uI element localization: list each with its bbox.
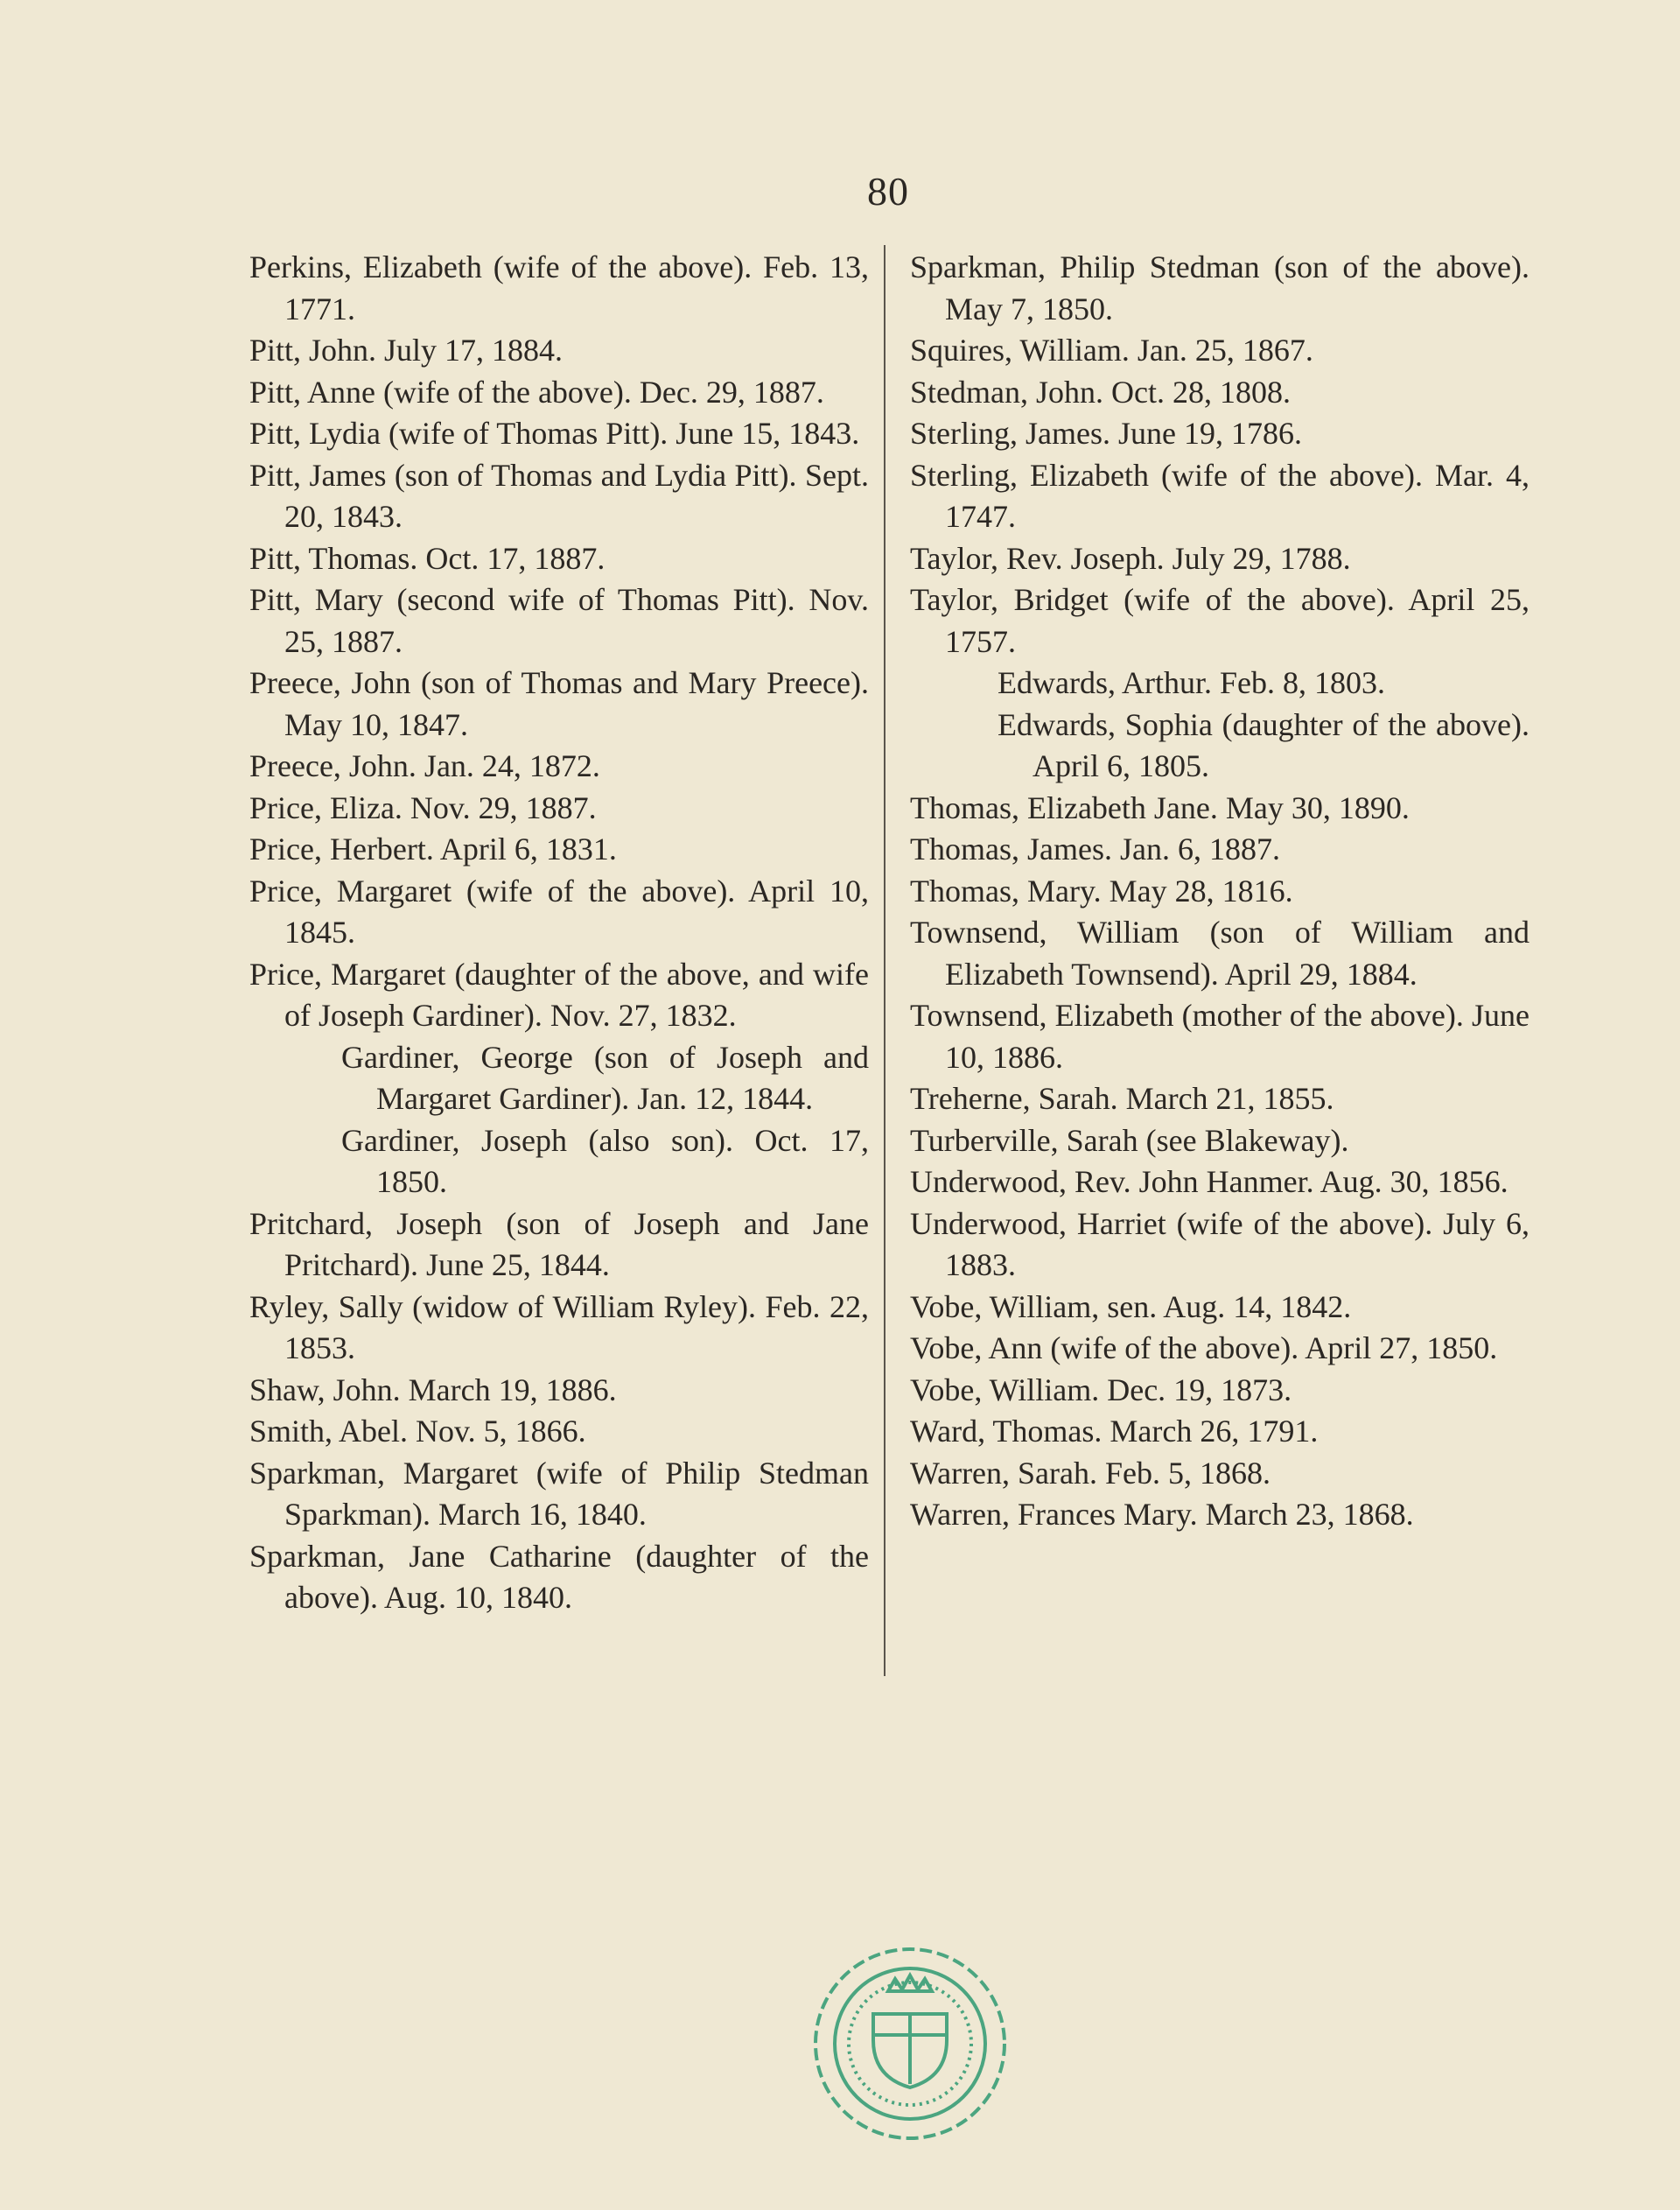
entry: Sparkman, Jane Catharine (daughter of the above). Aug. 10, 1840. bbox=[249, 1538, 869, 1615]
entry: Pitt, John. July 17, 1884. bbox=[249, 333, 564, 368]
entry: Pitt, James (son of Thomas and Lydia Pitt). Sept. 20, 1843. bbox=[249, 457, 869, 534]
entry: Vobe, William. Dec. 19, 1873. bbox=[910, 1372, 1292, 1407]
entry: Price, Margaret (daughter of the above, and wife of Joseph Gardiner). Nov. 27, 1832. bbox=[249, 956, 869, 1033]
entry: Smith, Abel. Nov. 5, 1866. bbox=[249, 1414, 586, 1449]
entry: Preece, John (son of Thomas and Mary Preece). May 10, 1847. bbox=[249, 665, 869, 742]
entry: Sparkman, Margaret (wife of Philip Stedman Sparkman). March 16, 1840. bbox=[249, 1455, 869, 1532]
entry: Price, Margaret (wife of the above). April 10, 1845. bbox=[249, 873, 869, 950]
entry: Warren, Frances Mary. March 23, 1868. bbox=[910, 1497, 1414, 1532]
entry: Warren, Sarah. Feb. 5, 1868. bbox=[910, 1455, 1270, 1491]
entry: Vobe, William, sen. Aug. 14, 1842. bbox=[910, 1288, 1352, 1324]
sub-entry: Edwards, Arthur. Feb. 8, 1803. bbox=[998, 665, 1385, 700]
entry: Sparkman, Philip Stedman (son of the above). May 7, 1850. bbox=[910, 249, 1530, 326]
entry: Perkins, Elizabeth (wife of the above). Feb. 13, 1771. bbox=[249, 249, 869, 326]
sub-entry: Gardiner, George (son of Joseph and Margaret Gardiner). Jan. 12, 1844. bbox=[341, 1039, 869, 1116]
entry: Taylor, Bridget (wife of the above). April 25, 1757. bbox=[910, 582, 1530, 659]
sub-entry: Edwards, Sophia (daughter of the above). April 6, 1805. bbox=[998, 706, 1530, 783]
entry: Vobe, Ann (wife of the above). April 27, 1850. bbox=[910, 1330, 1498, 1365]
entry: Sterling, James. June 19, 1786. bbox=[910, 416, 1302, 451]
entry: Underwood, Harriet (wife of the above). July 6, 1883. bbox=[910, 1205, 1530, 1282]
entry: Townsend, Elizabeth (mother of the above). June 10, 1886. bbox=[910, 998, 1530, 1075]
entry: Pitt, Lydia (wife of Thomas Pitt). June 15, 1843. bbox=[249, 416, 860, 451]
entry: Turberville, Sarah (see Blakeway). bbox=[910, 1122, 1349, 1158]
entry: Thomas, James. Jan. 6, 1887. bbox=[910, 831, 1280, 866]
entry: Pritchard, Joseph (son of Joseph and Jane Pritchard). June 25, 1844. bbox=[249, 1205, 869, 1282]
entry: Ward, Thomas. March 26, 1791. bbox=[910, 1414, 1319, 1449]
entry: Preece, John. Jan. 24, 1872. bbox=[249, 748, 600, 783]
entry: Price, Eliza. Nov. 29, 1887. bbox=[249, 789, 597, 825]
column-divider bbox=[884, 245, 886, 1676]
entry: Townsend, William (son of William and Elizabeth Townsend). April 29, 1884. bbox=[910, 915, 1530, 992]
entry: Squires, William. Jan. 25, 1867. bbox=[910, 333, 1313, 368]
entry: Sterling, Elizabeth (wife of the above). Mar. 4, 1747. bbox=[910, 457, 1530, 534]
left-column bbox=[249, 247, 869, 1619]
entry: Ryley, Sally (widow of William Ryley). Feb. 22, 1853. bbox=[249, 1288, 869, 1365]
entry: Underwood, Rev. John Hanmer. Aug. 30, 1856. bbox=[910, 1164, 1508, 1199]
right-column bbox=[910, 247, 1530, 1536]
entry: Taylor, Rev. Joseph. July 29, 1788. bbox=[910, 540, 1351, 576]
entry: Thomas, Elizabeth Jane. May 30, 1890. bbox=[910, 789, 1410, 825]
entry: Shaw, John. March 19, 1886. bbox=[249, 1372, 617, 1407]
entry: Pitt, Thomas. Oct. 17, 1887. bbox=[249, 540, 606, 576]
entry: Pitt, Mary (second wife of Thomas Pitt). Nov. 25, 1887. bbox=[249, 582, 869, 659]
sub-entry: Gardiner, Joseph (also son). Oct. 17, 1850. bbox=[341, 1122, 869, 1199]
entry: Pitt, Anne (wife of the above). Dec. 29, 1887. bbox=[249, 374, 824, 410]
entry: Thomas, Mary. May 28, 1816. bbox=[910, 873, 1293, 909]
library-seal-stamp bbox=[805, 1939, 1015, 2149]
entry: Treherne, Sarah. March 21, 1855. bbox=[910, 1081, 1334, 1116]
page-number: 80 bbox=[867, 169, 909, 214]
entry: Stedman, John. Oct. 28, 1808. bbox=[910, 374, 1291, 410]
entry: Price, Herbert. April 6, 1831. bbox=[249, 831, 617, 866]
